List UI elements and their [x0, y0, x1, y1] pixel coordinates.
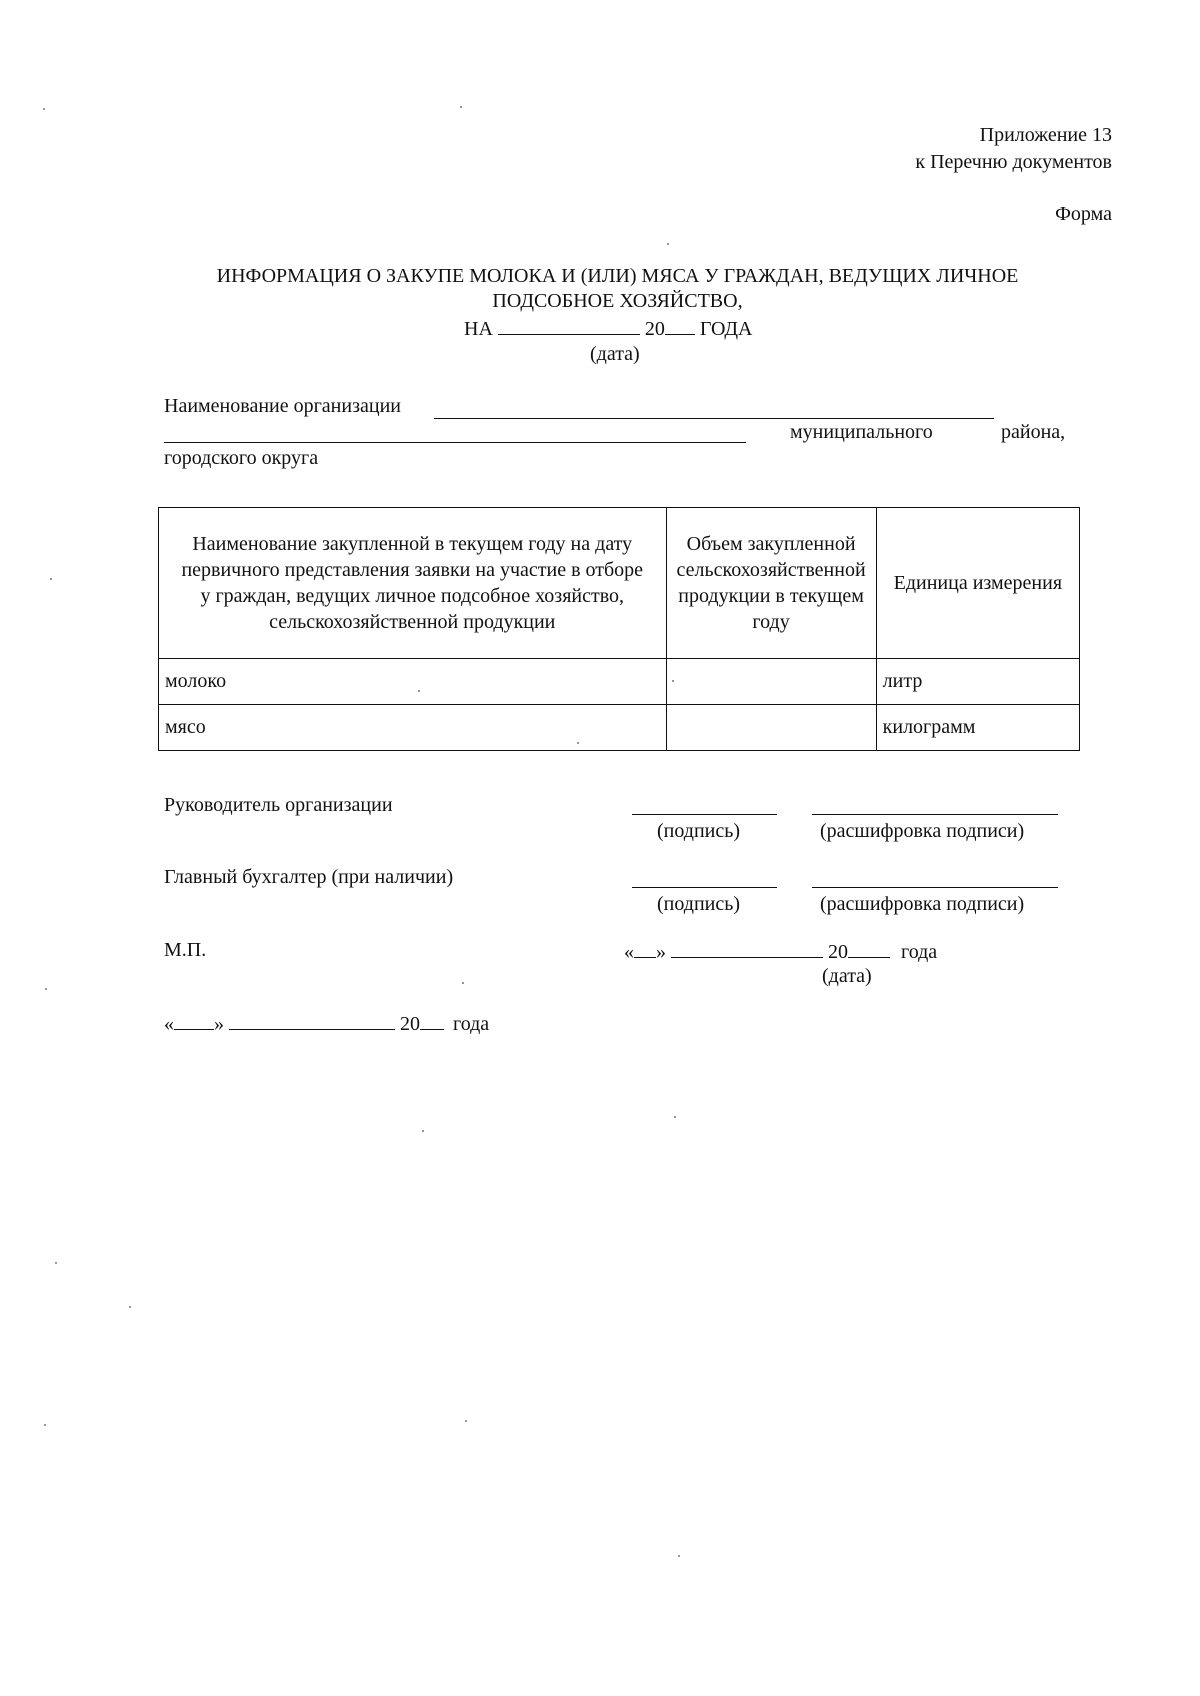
- scan-speck: [674, 1116, 676, 1118]
- cell-product: мясо: [159, 705, 667, 751]
- cell-volume[interactable]: [666, 659, 876, 705]
- quote-open: «: [164, 1013, 174, 1035]
- accountant-decoding-line: [812, 887, 1058, 888]
- scan-speck: [43, 108, 45, 110]
- year-suffix: ГОДА: [699, 318, 753, 340]
- sign-date-caption: (дата): [822, 965, 872, 987]
- header-product: Наименование закупленной в текущем году на дату первичного представления заявки на участие в отборе у граждан, ведущих личное подсобное хозяйство, сельскохозяйственной продукции: [159, 508, 667, 659]
- year-word: года: [901, 941, 938, 963]
- scan-speck: [460, 106, 462, 108]
- scan-speck: [678, 1555, 680, 1557]
- appendix-reference: к Перечню документов: [915, 151, 1112, 173]
- quote-open: «: [624, 941, 634, 963]
- header-unit: Единица измерения: [876, 508, 1079, 659]
- date-blank: [498, 316, 640, 335]
- report-date-line: [464, 316, 753, 341]
- header-volume: Объем закупленной сельскохозяйственной продукции в текущем году: [666, 508, 876, 659]
- day-blank: [634, 939, 656, 958]
- head-of-org-label: Руководитель организации: [164, 794, 393, 816]
- year-word: года: [453, 1013, 490, 1035]
- scan-speck: [422, 1130, 424, 1132]
- accountant-decoding-caption: (расшифровка подписи): [820, 893, 1025, 915]
- org-name-label: Наименование организации: [164, 395, 401, 417]
- urban-district-label: городского округа: [164, 447, 319, 469]
- month-blank: [229, 1011, 395, 1030]
- head-signature-line: [632, 814, 777, 815]
- document-title-line1: ИНФОРМАЦИЯ О ЗАКУПЕ МОЛОКА И (ИЛИ) МЯСА У ГРАЖДАН, ВЕДУЩИХ ЛИЧНОЕ: [216, 265, 1019, 287]
- sign-date-line: [624, 939, 937, 964]
- scan-speck: [577, 742, 579, 744]
- procurement-table: [158, 507, 1080, 751]
- day-blank: [174, 1011, 214, 1030]
- form-label: Форма: [1055, 203, 1112, 225]
- date-caption: (дата): [590, 343, 640, 365]
- quote-close: »: [656, 941, 666, 963]
- month-blank: [671, 939, 823, 958]
- scan-speck: [50, 578, 52, 580]
- scan-speck: [55, 1262, 57, 1264]
- table-row: [159, 659, 1080, 705]
- cell-product: молоко: [159, 659, 667, 705]
- chief-accountant-label: Главный бухгалтер (при наличии): [164, 866, 454, 888]
- district-label: района,: [1001, 421, 1066, 443]
- year-blank: [848, 939, 890, 958]
- scan-speck: [129, 1306, 131, 1308]
- accountant-signature-caption: (подпись): [657, 893, 741, 915]
- table-header-row: [159, 508, 1080, 659]
- year-prefix: 20: [400, 1013, 420, 1035]
- cell-unit: литр: [876, 659, 1079, 705]
- head-signature-caption: (подпись): [657, 820, 741, 842]
- appendix-number: Приложение 13: [979, 124, 1112, 146]
- head-decoding-caption: (расшифровка подписи): [820, 820, 1025, 842]
- year-prefix: 20: [828, 941, 848, 963]
- municipal-label: муниципального: [790, 421, 933, 443]
- scan-speck: [672, 680, 674, 682]
- scan-speck: [418, 690, 420, 692]
- head-decoding-line: [812, 814, 1058, 815]
- quote-close: »: [214, 1013, 224, 1035]
- on-prefix: НА: [464, 318, 493, 340]
- scan-speck: [465, 1420, 467, 1422]
- scan-speck: [667, 243, 669, 245]
- table-row: [159, 705, 1080, 751]
- scan-speck: [45, 988, 47, 990]
- cell-volume[interactable]: [666, 705, 876, 751]
- scan-speck: [462, 982, 464, 984]
- scan-speck: [44, 1424, 46, 1426]
- org-name-line-2: [164, 442, 746, 443]
- bottom-date-line: [164, 1011, 489, 1036]
- org-name-line: [434, 418, 994, 419]
- accountant-signature-line: [632, 887, 777, 888]
- year-prefix: 20: [644, 318, 665, 340]
- year-blank: [665, 316, 695, 335]
- cell-unit: килограмм: [876, 705, 1079, 751]
- year-blank: [420, 1011, 444, 1030]
- seal-label: М.П.: [164, 939, 207, 961]
- document-title-line2: ПОДСОБНОЕ ХОЗЯЙСТВО,: [492, 290, 743, 312]
